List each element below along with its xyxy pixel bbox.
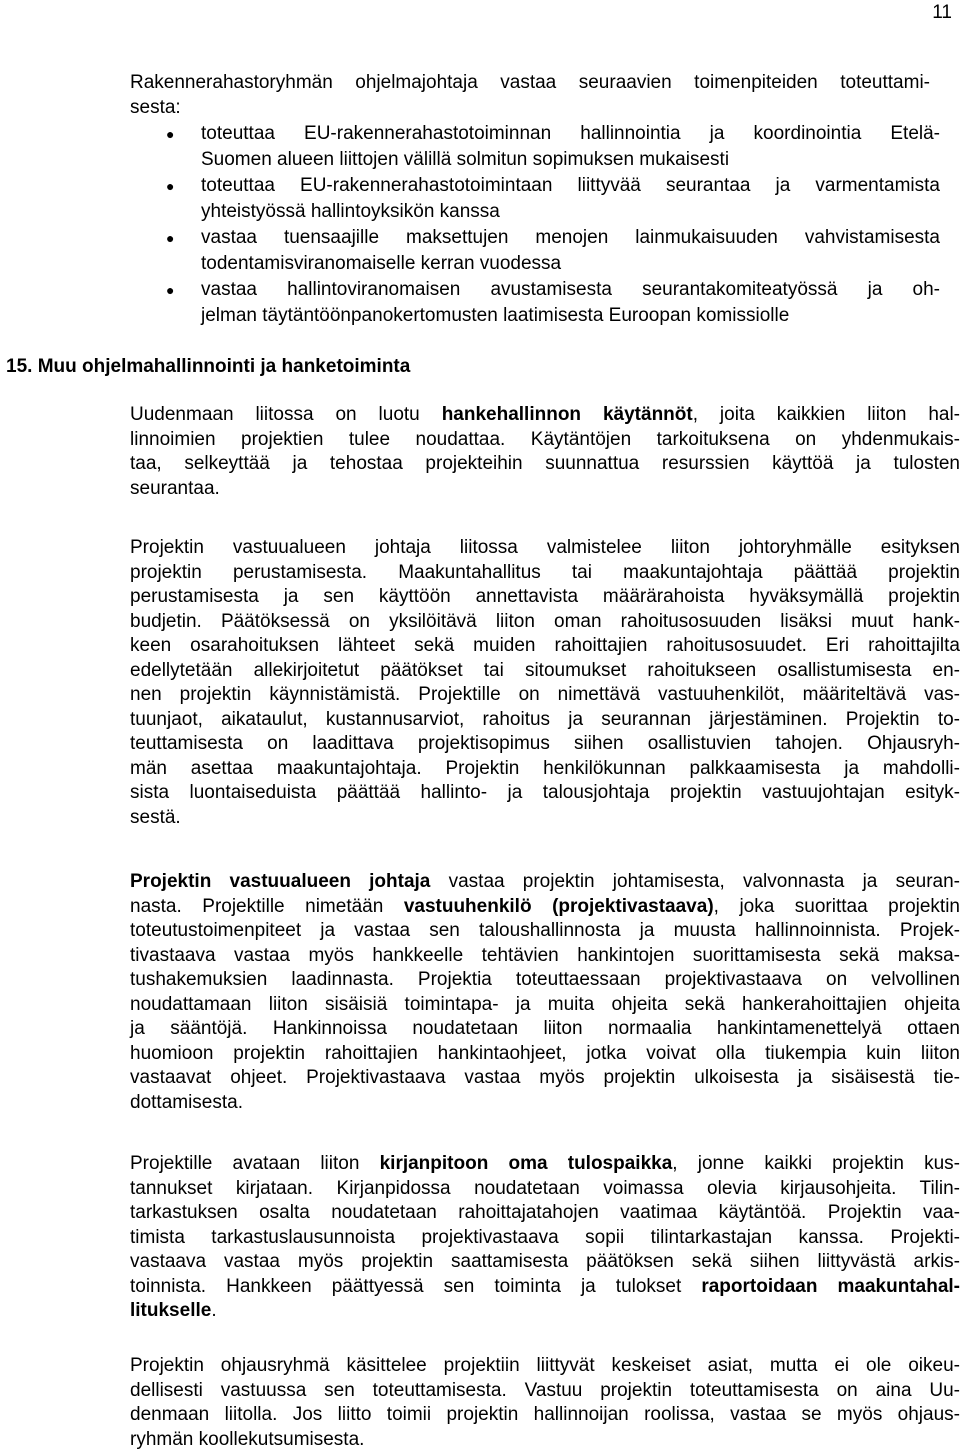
text-line: Projektin ohjausryhmä käsittelee projektiin liittyvät keskeiset asiat, mutta ei ole oikeu- [130, 1355, 960, 1376]
text-line: vastaa tuensaajille maksettujen menojen lainmukaisuuden vahvistamisesta [201, 227, 940, 248]
text-run: , jonne kaikki projektin kus- [672, 1153, 960, 1174]
list-item [130, 225, 940, 277]
bold-term: vastuuhenkilö (projektivastaava) [403, 895, 714, 917]
text-line: tarkastuksen osalta noudatetaan rahoittajatahojen vaatimaa käytäntöä. Projektin vaa- [130, 1202, 960, 1223]
paragraph-practices [130, 403, 960, 501]
text-line: timista tarkastuslausunnoista projektivastaava sopii tilintarkastajan kanssa. Projekti- [130, 1226, 960, 1248]
text-run: nasta. Projektille nimetään [130, 895, 404, 917]
bullet-icon: ● [166, 282, 175, 298]
paragraph-responsibilities [130, 870, 960, 1115]
text-line [130, 1275, 960, 1300]
text-line: teuttamisesta on laadittava projektisopimus siihen osallistuvien tahojen. Ohjausryh- [130, 733, 960, 754]
text-line: toteuttaa EU-rakennerahastotoiminnan hallinnointia ja koordinointia Etelä- [201, 123, 940, 144]
text-run: toinnista. Hankkeen päättyessä sen toiminta ja tulokset [130, 1275, 702, 1297]
text-line: Suomen alueen liittojen välillä solmitun sopimuksen mukaisesti [201, 149, 730, 170]
text-line: sestä. [130, 806, 181, 828]
list-item [130, 173, 940, 225]
text-run: Projektille avataan liiton [130, 1153, 380, 1174]
list-item [130, 277, 940, 329]
bold-term: kirjanpitoon oma tulospaikka [379, 1153, 673, 1174]
text-run: Uudenmaan liitossa on luotu [130, 404, 442, 425]
text-line: tuunjaot, aikataulut, kustannusarviot, rahoitus ja seurannan järjestäminen. Projektin to- [130, 708, 960, 730]
paragraph-accounting [130, 1152, 960, 1324]
text-line: tivastaava vastaa myös hankkeelle tehtävien hankintojen suorittamisesta sekä maksa- [130, 944, 960, 966]
text-run: . [211, 1300, 217, 1321]
text-line: denmaan liitolla. Jos liitto toimii projektin hallinnoijan roolissa, vastaa se myös ohjaus- [130, 1404, 960, 1425]
text-line: toteutustoimenpiteet ja vastaa sen taloushallinnosta ja muusta hallinnoinnista. Projek- [130, 920, 960, 941]
text-line: budjetin. Päätöksessä on yksilöitävä liiton oman rahoitusosuuden lisäksi muut hank- [130, 610, 960, 632]
paragraph-steering-group [130, 1354, 960, 1452]
text-line: projektin perustamisesta. Maakuntahallitus tai maakuntajohtaja päättää projektin [130, 561, 960, 583]
text-line: linnoimien projektien tulee noudattaa. Käytäntöjen tarkoituksena on yhdenmukais- [130, 428, 960, 450]
text-line: dottamisesta. [130, 1091, 243, 1113]
text-line: perustamisesta ja sen käyttöön annettavista määrärahoista hyväksymällä projektin [130, 586, 960, 607]
text-line: nen projektin käynnistämistä. Projektille on nimettävä vastuuhenkilöt, määriteltävä vas- [130, 684, 960, 705]
text-line: vastaa hallintoviranomaisen avustamisesta seurantakomiteatyössä ja oh- [201, 279, 940, 300]
section-heading: 15. Muu ohjelmahallinnointi ja hanketoiminta [6, 356, 411, 377]
text-line: vastaavat ohjeet. Projektivastaava vastaa myös projektin ulkoisesta ja sisäisestä tie- [130, 1067, 960, 1088]
text-run: , joita kaikkien liiton hal- [692, 404, 960, 425]
text-line [130, 1299, 960, 1324]
text-line: sesta: [130, 97, 181, 118]
paragraph-establishment [130, 536, 960, 830]
text-line: Projektin vastuualueen johtaja liitossa valmistelee liiton johtoryhmälle esityksen [130, 537, 960, 558]
page-number: 11 [932, 2, 952, 23]
text-line: jelman täytäntöönpanokertomusten laatimisesta Euroopan komissiolle [201, 305, 790, 326]
text-line: Rakennerahastoryhmän ohjelmajohtaja vastaa seuraavien toimenpiteiden toteuttami- [130, 72, 930, 93]
text-line [130, 870, 960, 895]
bullet-icon: ● [166, 230, 175, 246]
text-line: yhteistyössä hallintoyksikön kanssa [201, 201, 500, 222]
text-line: tushakemuksien laadinnasta. Projektia toteuttaessaan projektivastaava on velvollinen [130, 969, 960, 990]
text-line: seurantaa. [130, 477, 220, 499]
text-line: noudattamaan liiton sisäisiä toimintapa- ja muita ohjeita sekä hankerahoittajien ohjeita [130, 993, 960, 1015]
text-line: tannukset kirjataan. Kirjanpidossa noudatetaan voimassa olevia kirjausohjeita. Tilin- [130, 1177, 960, 1199]
bold-term: raportoidaan maakuntahal- [701, 1275, 960, 1297]
text-line: edellytetään allekirjoitetut päätökset tai sitoumukset rahoitukseen osallistumisesta en- [130, 659, 960, 681]
text-line: ryhmän koollekutsumisesta. [130, 1428, 365, 1450]
text-run: , joka suorittaa projektin [713, 895, 960, 917]
text-line: toteuttaa EU-rakennerahastotoimintaan liittyvää seurantaa ja varmentamista [201, 175, 940, 196]
text-line: vastaava vastaa myös projektin saattamisesta päätöksen sekä siihen liittyvästä arkis- [130, 1251, 960, 1272]
text-line: män asettaa maakuntajohtaja. Projektin henkilökunnan palkkaamisesta ja mahdolli- [130, 757, 960, 779]
text-run: vastaa projektin johtamisesta, valvonnasta ja seuran- [430, 871, 960, 892]
text-line: keen osarahoituksen lähteet sekä muiden rahoittajien rahoitusosuudet. Eri rahoittajilta [130, 635, 960, 656]
text-line [130, 895, 960, 920]
text-line: huomioon projektin rahoittajien hankintaohjeet, jotka voivat olla tiukempia kuin liiton [130, 1042, 960, 1064]
text-line [130, 403, 960, 428]
text-line: dellisesti vastuussa sen toteuttamisesta. Vastuu projektin toteuttamisesta on aina Uu- [130, 1379, 960, 1401]
intro-paragraph [130, 70, 930, 120]
bold-term: Projektin vastuualueen johtaja [130, 871, 431, 892]
text-line: ja sääntöjä. Hankinnoissa noudatetaan liiton normaalia hankintamenettelyä ottaen [130, 1018, 960, 1039]
text-line [130, 1152, 960, 1177]
bullet-icon: ● [166, 178, 175, 194]
text-line: sista luontaiseduista päättää hallinto- ja talousjohtaja projektin vastuujohtajan esityk- [130, 782, 960, 803]
list-item [130, 121, 940, 173]
bullet-icon: ● [166, 126, 175, 142]
text-line: taa, selkeyttää ja tehostaa projekteihin suunnattua resurssien käyttöä ja tulosten [130, 453, 960, 474]
responsibility-list [130, 121, 940, 329]
text-line: todentamisviranomaiselle kerran vuodessa [201, 253, 562, 274]
bold-term: litukselle [130, 1300, 212, 1321]
bold-term: hankehallinnon käytännöt [441, 404, 693, 425]
